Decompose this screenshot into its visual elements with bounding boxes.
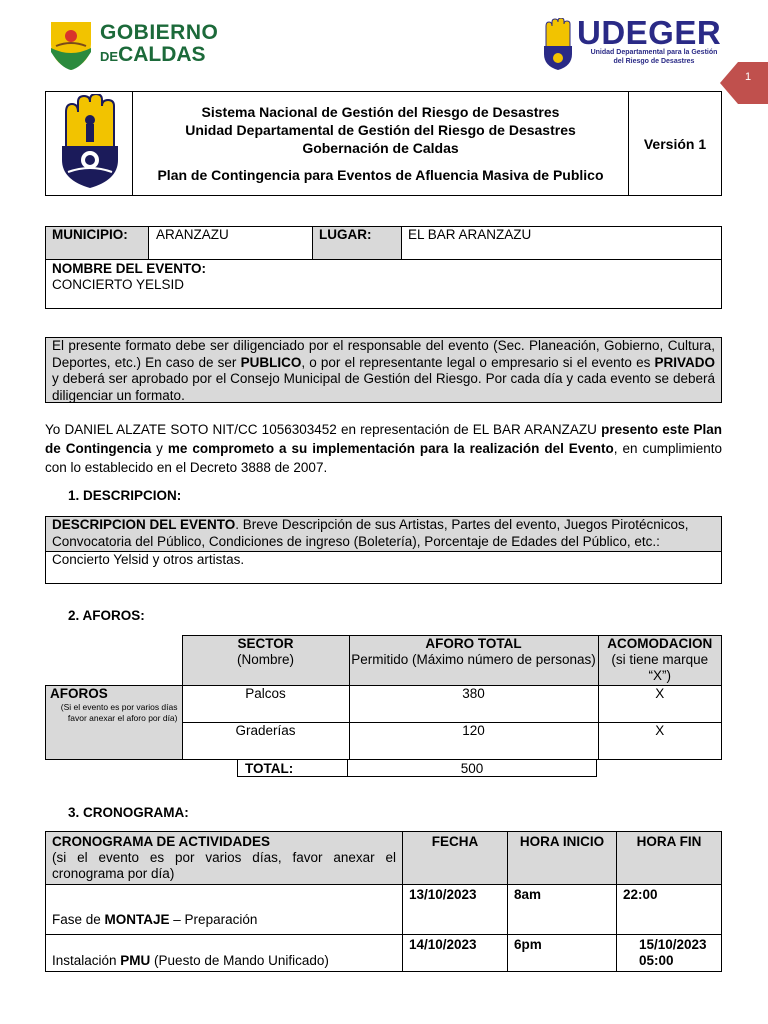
document-header	[45, 91, 722, 196]
table-row	[46, 935, 722, 972]
statement-text-3: , en cumplimiento con lo establecido en el Decreto 3888 de 2007.	[45, 441, 722, 475]
evento-value[interactable]: CONCIERTO YELSID	[52, 277, 185, 292]
aforos-empty-corner	[46, 636, 183, 686]
version-label: Versión 1	[629, 92, 722, 196]
activity-text-post: (Puesto de Mando Unificado)	[150, 953, 329, 968]
col-activities-sub: (si el evento es por varios días, favor anexar el cronograma por día)	[52, 850, 396, 881]
fecha-cell[interactable]: 13/10/2023	[403, 885, 508, 935]
hora-fin-cell[interactable]: 15/10/2023 05:00	[617, 935, 722, 972]
aforos-row-note: (Si el evento es por varios días favor anexar el aforo por día)	[60, 702, 178, 723]
comment-marker-icon[interactable]	[720, 62, 768, 104]
header-line-2: Unidad Departamental de Gestión del Riesgo de Desastres	[185, 122, 576, 138]
hand-shield-icon	[540, 18, 576, 72]
notice-publico: PUBLICO	[240, 354, 302, 370]
activity-text-pre: Instalación	[52, 953, 121, 968]
aforo-acom-cell[interactable]: X	[598, 686, 722, 723]
header-logo-cell	[46, 92, 133, 196]
activity-cell[interactable]	[46, 885, 403, 935]
total-label: TOTAL:	[237, 759, 348, 777]
description-box	[45, 516, 722, 584]
lugar-value[interactable]: EL BAR ARANZAZU	[402, 227, 721, 260]
header-title-cell	[133, 92, 629, 196]
gobierno-de-text: DE	[100, 49, 119, 64]
description-label: DESCRIPCION DEL EVENTO	[52, 517, 236, 532]
udeger-subtitle-line2: del Riesgo de Desastres	[613, 58, 695, 65]
col-sector-sub: (Nombre)	[236, 652, 294, 667]
notice-text-2: , o por el representante legal o empresario si el evento es	[301, 354, 655, 370]
col-sector-title: SECTOR	[237, 636, 294, 651]
udeger-subtitle-line1: Unidad Departamental para la Gestión	[590, 49, 718, 56]
description-instructions-text: . Breve Descripción de sus Artistas, Partes del evento, Juegos Pirotécnicos, Convocatoria del Público, Condiciones de ingreso (Boletería), Porcentaje de Edades del Público, etc.:	[52, 517, 689, 549]
header-line-1: Sistema Nacional de Gestión del Riesgo de Desastres	[201, 104, 560, 120]
statement-bold-1: presento este Plan de Contingencia	[45, 422, 723, 456]
hora-inicio-cell[interactable]: 6pm	[508, 935, 617, 972]
cronograma-table	[45, 831, 722, 972]
col-aforo-title: AFORO TOTAL	[425, 636, 522, 651]
udeger-logo	[540, 16, 730, 72]
hora-fin-cell[interactable]: 22:00	[617, 885, 722, 935]
col-fin-header: HORA FIN	[617, 832, 722, 885]
caldas-text: CALDAS	[118, 43, 206, 66]
statement-text-1: Yo DANIEL ALZATE SOTO NIT/CC 1056303452 en representación de EL BAR ARANZAZU	[45, 422, 602, 437]
fecha-cell[interactable]: 14/10/2023	[403, 935, 508, 972]
hora-inicio-cell[interactable]: 8am	[508, 885, 617, 935]
total-value[interactable]: 500	[347, 759, 597, 777]
notice-privado: PRIVADO	[654, 354, 716, 370]
aforo-total-cell[interactable]: 380	[349, 686, 598, 723]
table-row	[46, 686, 722, 723]
section-3-heading: 3. CRONOGRAMA:	[68, 805, 189, 820]
col-acom-title: ACOMODACION	[607, 636, 713, 651]
col-inicio-header: HORA INICIO	[508, 832, 617, 885]
activity-text-post: – Preparación	[169, 912, 258, 927]
aforo-sector-cell[interactable]: Palcos	[182, 686, 349, 723]
col-activities-title: CRONOGRAMA DE ACTIVIDADES	[52, 834, 271, 849]
notice-box	[45, 337, 722, 403]
description-value[interactable]: Concierto Yelsid y otros artistas.	[52, 552, 245, 567]
activity-text-pre: Fase de	[52, 912, 105, 927]
activity-text-bold: PMU	[120, 953, 151, 968]
lugar-label: LUGAR:	[313, 227, 402, 260]
description-instructions	[46, 517, 721, 552]
udeger-subtitle	[579, 48, 729, 66]
evento-label: NOMBRE DEL EVENTO:	[52, 261, 207, 276]
header-line-4: Plan de Contingencia para Eventos de Afluencia Masiva de Publico	[157, 167, 604, 183]
aforo-sector-cell[interactable]: Graderías	[182, 723, 349, 760]
notice-text-3: y deberá ser aprobado por el Consejo Municipal de Gestión del Riesgo. Por cada día y cada evento se deberá diligenciar un formato.	[52, 371, 715, 403]
header-line-3: Gobernación de Caldas	[302, 140, 459, 156]
aforo-acom-cell[interactable]: X	[598, 723, 722, 760]
statement-bold-2: me comprometo a su implementación para la realización del Evento	[167, 441, 614, 456]
gobierno-text: GOBIERNO	[100, 21, 219, 44]
section-2-heading: 2. AFOROS:	[68, 608, 145, 623]
section-1-heading: 1. DESCRIPCION:	[68, 488, 182, 503]
aforos-row-label-cell	[46, 686, 183, 760]
caldas-shield-icon	[48, 18, 94, 72]
col-aforo-sub: Permitido (Máximo número de personas)	[351, 652, 596, 667]
aforo-total-cell[interactable]: 120	[349, 723, 598, 760]
col-fecha-header: FECHA	[403, 832, 508, 885]
hand-shield-icon	[56, 94, 122, 190]
gobierno-caldas-logo	[48, 18, 223, 74]
col-acom-header	[598, 636, 722, 686]
municipio-label: MUNICIPIO:	[46, 227, 149, 260]
udeger-title: UDEGER	[577, 14, 722, 51]
table-row	[46, 885, 722, 935]
event-info-box	[45, 226, 722, 309]
col-activities-header	[46, 832, 403, 885]
activity-cell[interactable]	[46, 935, 403, 972]
responsibility-statement	[45, 420, 722, 477]
col-acom-sub: (si tiene marque “X”)	[611, 652, 709, 683]
statement-text-2: y	[151, 441, 168, 456]
comment-marker-number[interactable]: 1	[744, 71, 752, 83]
notice-text-1: El presente formato debe ser diligenciado por el responsable del evento (Sec. Planeación, Gobierno, Cultura, Deportes, etc.) En caso de ser	[52, 338, 715, 370]
activity-text-bold: MONTAJE	[104, 912, 170, 927]
municipio-value[interactable]: ARANZAZU	[149, 227, 313, 260]
col-aforo-header	[349, 636, 598, 686]
aforos-row-label: AFOROS	[50, 686, 108, 701]
col-sector-header	[182, 636, 349, 686]
aforos-table	[45, 635, 722, 760]
